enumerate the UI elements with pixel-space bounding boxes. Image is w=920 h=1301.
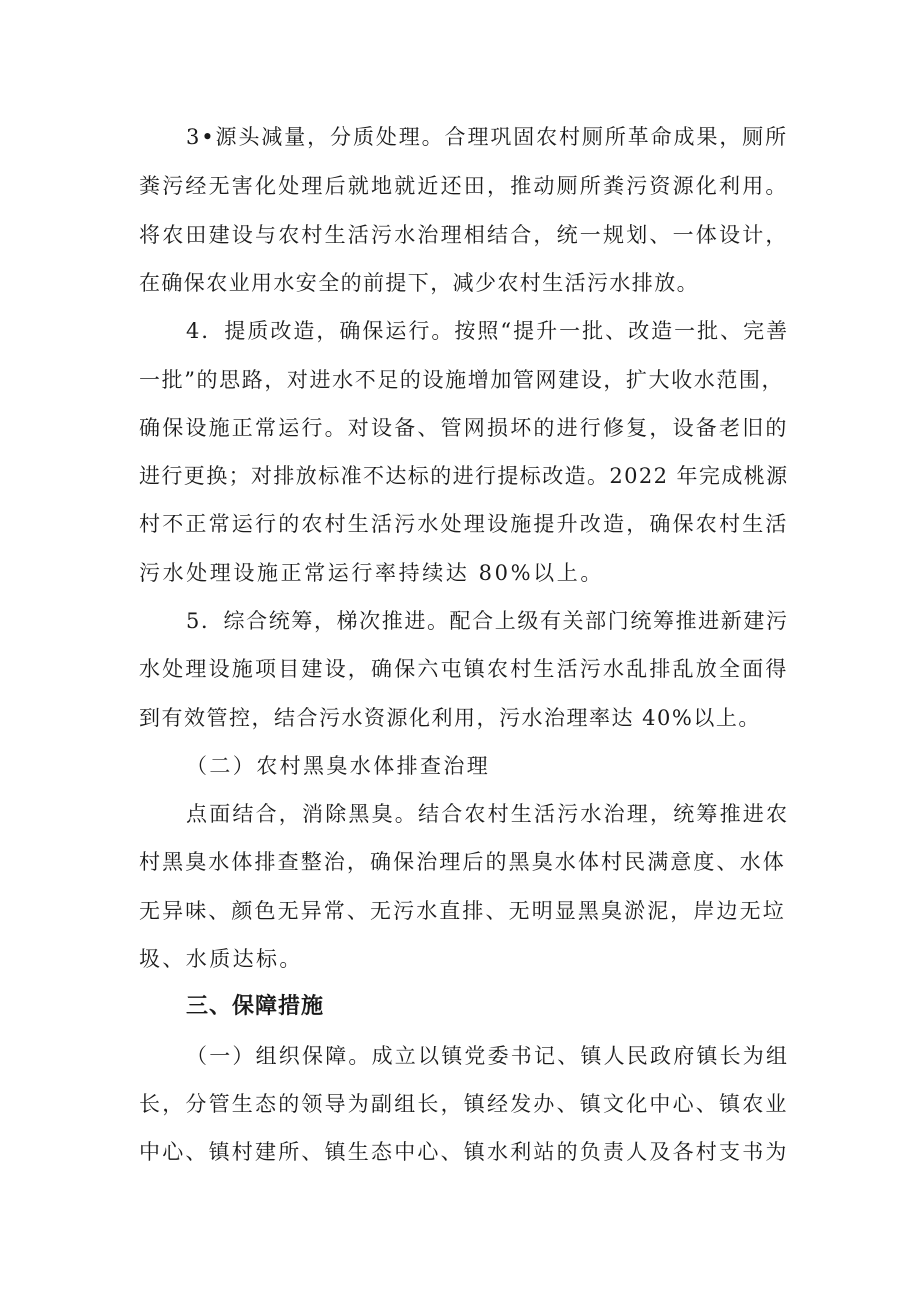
- paragraph-black-water-line: 村黑臭水体排查整治，确保治理后的黑臭水体村民满意度、水体: [139, 850, 786, 874]
- paragraph-3-line: 在确保农业用水安全的前提下，减少农村生活污水排放。: [139, 271, 699, 295]
- paragraph-5-line: 水处理设施项目建设，确保六屯镇农村生活污水乱排乱放全面得: [139, 657, 789, 681]
- paragraph-4-line: 一批”的思路，对进水不足的设施增加管网建设，扩大收水范围，: [139, 368, 785, 392]
- paragraph-3-line: 将农田建设与农村生活污水治理相结合，统一规划、一体设计，: [139, 223, 789, 247]
- paragraph-4-line: 污水处理设施正常运行率持续达 80%以上。: [139, 561, 604, 585]
- paragraph-4-line: 村不正常运行的农村生活污水处理设施提升改造，确保农村生活: [139, 512, 789, 536]
- paragraph-5-line: 5．综合统筹，梯次推进。配合上级有关部门统筹推进新建污: [186, 609, 789, 633]
- paragraph-3-line: 3•源头减量，分质处理。合理巩固农村厕所革命成果，厕所: [186, 125, 789, 149]
- paragraph-org-line: 长，分管生态的领导为副组长，镇经发办、镇文化中心、镇农业: [139, 1092, 789, 1116]
- paragraph-black-water-line: 圾、水质达标。: [139, 947, 303, 971]
- paragraph-4-line: 4．提质改造，确保运行。按照“提升一批、改造一批、完善: [186, 319, 790, 343]
- paragraph-black-water-line: 点面结合，消除黑臭。结合农村生活污水治理，统筹推进农: [186, 802, 790, 826]
- paragraph-org-line: 中心、镇村建所、镇生态中心、镇水利站的负责人及各村支书为: [139, 1140, 789, 1164]
- paragraph-5-line: 到有效管控，结合污水资源化利用，污水治理率达 40%以上。: [139, 706, 761, 730]
- paragraph-org-line: （一）组织保障。成立以镇党委书记、镇人民政府镇长为组: [186, 1044, 790, 1068]
- section-3-heading: 三、保障措施: [186, 994, 325, 1019]
- subheading-black-water: （二）农村黑臭水体排查治理: [186, 754, 491, 778]
- paragraph-black-water-line: 无异味、颜色无异常、无污水直排、无明显黑臭淤泥，岸边无垃: [139, 899, 786, 923]
- paragraph-4-line: 确保设施正常运行。对设备、管网损坏的进行修复，设备老旧的: [139, 416, 789, 440]
- paragraph-4-line: 进行更换；对排放标准不达标的进行提标改造。2022 年完成桃源: [139, 464, 789, 488]
- paragraph-3-line: 粪污经无害化处理后就地就近还田，推动厕所粪污资源化利用。: [139, 174, 789, 198]
